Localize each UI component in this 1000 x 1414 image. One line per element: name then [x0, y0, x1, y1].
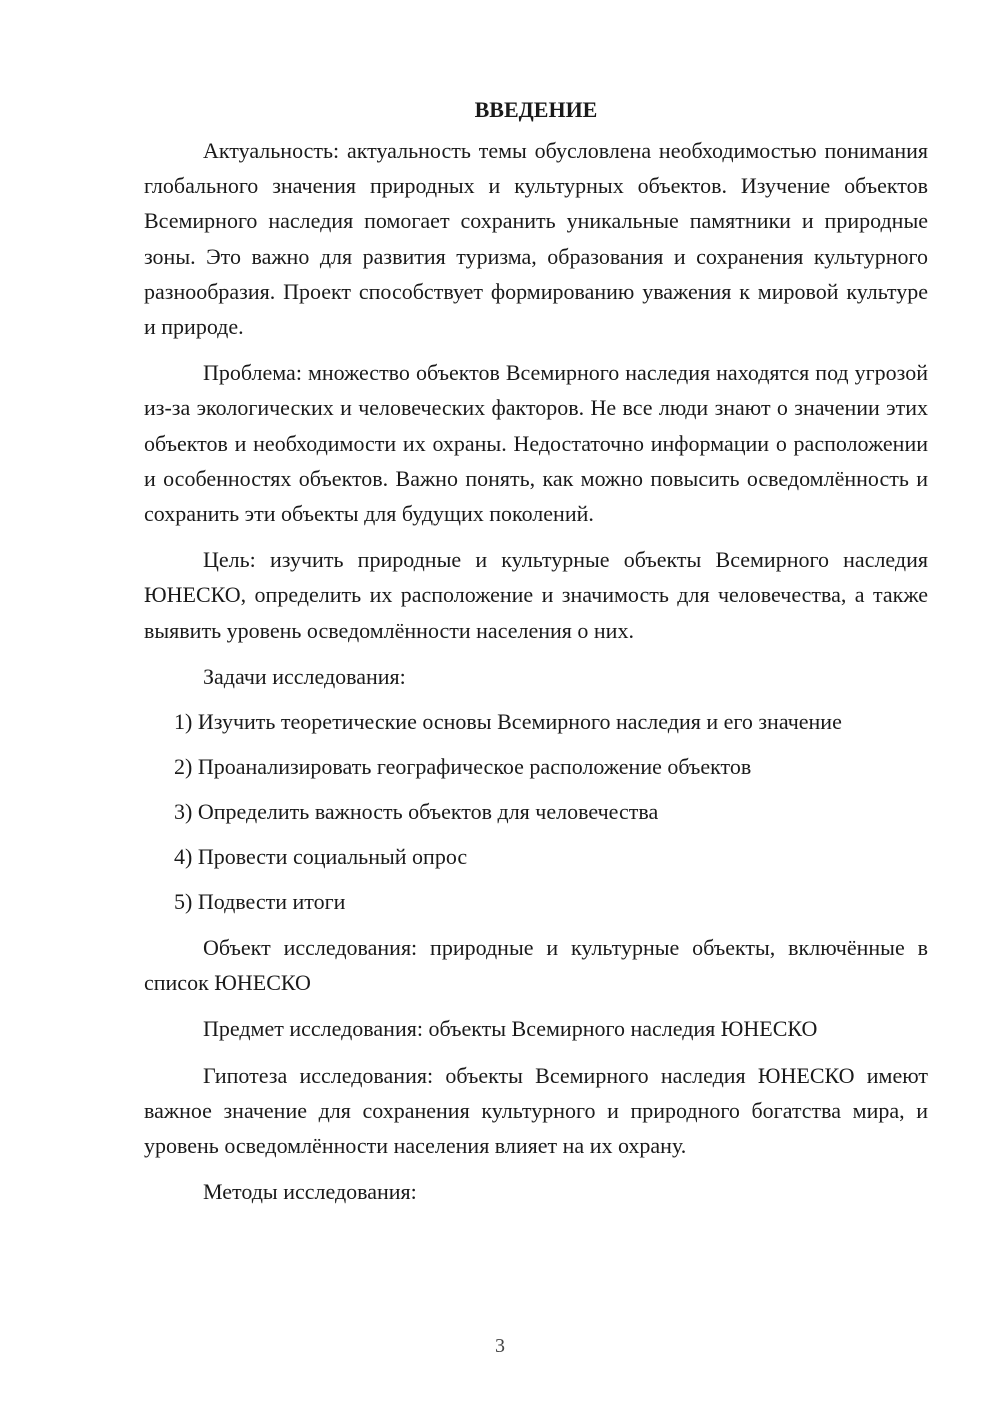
task-item-3: 3) Определить важность объектов для человечества [174, 799, 659, 825]
paragraph-hypothesis: Гипотеза исследования: объекты Всемирного наследия ЮНЕСКО имеют важное значение для сохранения культурного и природного богатства мира, и уровень осведомлённости населения влияет на их охрану. [144, 1062, 928, 1159]
paragraph-object: Объект исследования: природные и культурные объекты, включённые в список ЮНЕСКО [144, 935, 928, 996]
task-item-5: 5) Подвести итоги [174, 889, 346, 915]
methods-heading: Методы исследования: [203, 1179, 417, 1205]
paragraph-subject: Предмет исследования: объекты Всемирного наследия ЮНЕСКО [203, 1016, 818, 1042]
task-item-2: 2) Проанализировать географическое расположение объектов [174, 754, 752, 780]
paragraph-goal: Цель: изучить природные и культурные объекты Всемирного наследия ЮНЕСКО, определить их расположение и значимость для человечества, а также выявить уровень осведомлённости населения о них. [144, 547, 928, 643]
page-number: 3 [495, 1335, 505, 1357]
tasks-heading: Задачи исследования: [203, 663, 406, 689]
paragraph-relevance: Актуальность: актуальность темы обусловлена необходимостью понимания глобального значения природных и культурных объектов. Изучение объектов Всемирного наследия помогает сохранить уникальные памятники и природные зоны. Это важно для развития туризма, образования и сохранения культурного разнообразия. Проект способствует формированию уважения к мировой культуре и природе. [144, 138, 928, 340]
task-item-4: 4) Провести социальный опрос [174, 844, 468, 870]
page-content [144, 92, 928, 1220]
tasks-list [144, 705, 928, 919]
section-title: ВВЕДЕНИЕ [474, 97, 598, 122]
paragraph-problem: Проблема: множество объектов Всемирного наследия находятся под угрозой из-за экологических и человеческих факторов. Не все люди знают о значении этих объектов и необходимости их охраны. Недостаточно информации о расположении и особенностях объектов. Важно понять, как можно повысить осведомлённость и сохранить эти объекты для будущих поколений. [144, 360, 928, 527]
task-item-1: 1) Изучить теоретические основы Всемирного наследия и его значение [174, 709, 842, 735]
